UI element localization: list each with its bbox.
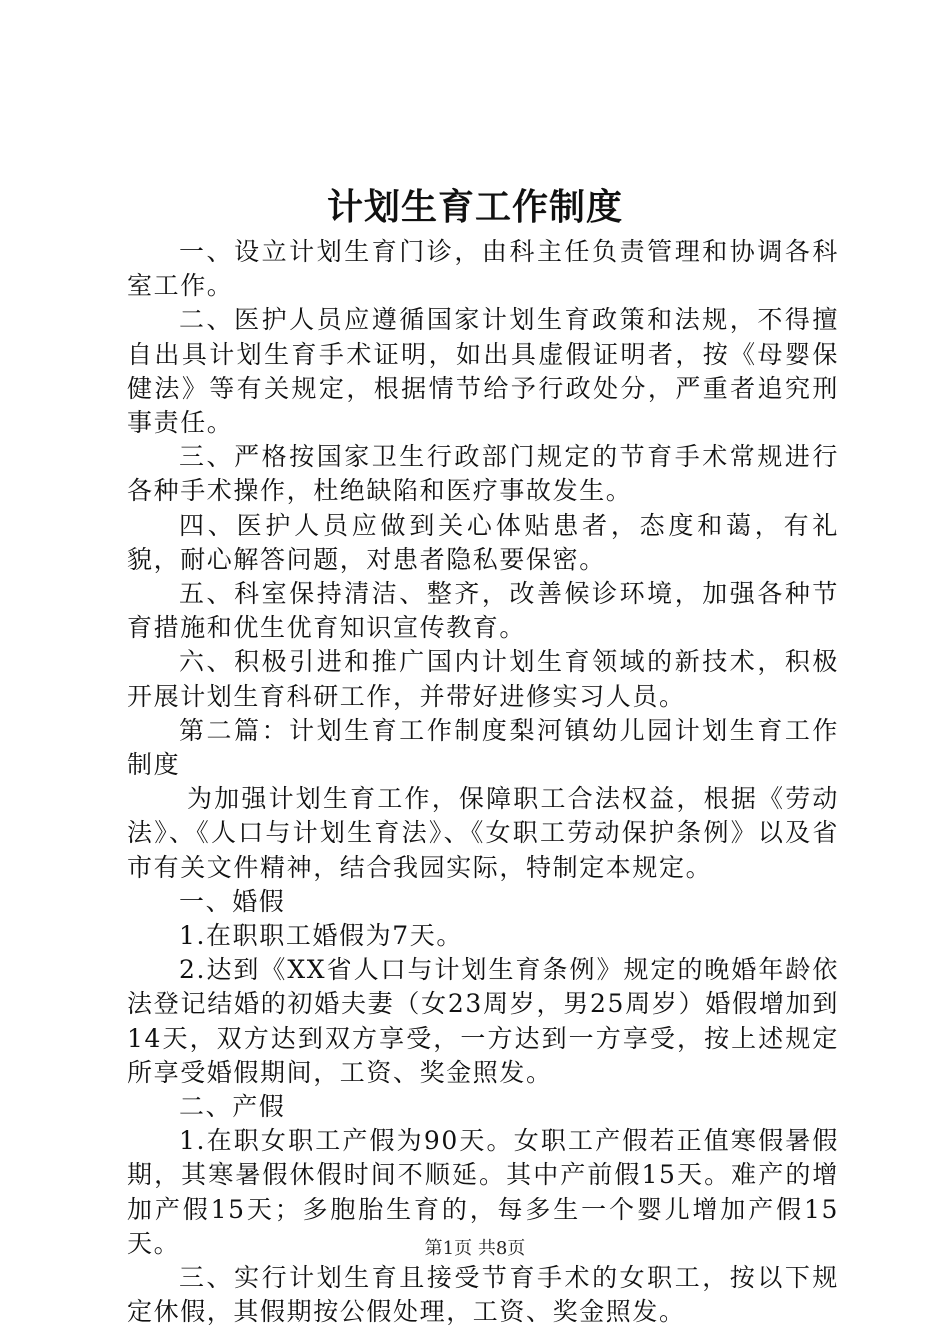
list-item: 2.达到《XX省人口与计划生育条例》规定的晚婚年龄依法登记结婚的初婚夫妻（女23周岁，男25周岁）婚假增加到14天，双方达到双方享受，一方达到一方享受，按上述规定所享受婚假期间，工资、奖金照发。 — [127, 955, 839, 1087]
paragraph: 二、医护人员应遵循国家计划生育政策和法规，不得擅自出具计划生育手术证明，如出具虚假证明者，按《母婴保健法》等有关规定，根据情节给予行政处分，严重者追究刑事责任。 — [127, 305, 839, 438]
paragraph: 五、科室保持清洁、整齐，改善候诊环境，加强各种节育措施和优生优育知识宣传教育。 — [127, 579, 839, 643]
list-item: 1.在职女职工产假为90天。女职工产假若正值寒假暑假期，其寒暑假休假时间不顺延。其中产前假15天。难产的增加产假15天；多胞胎生育的，每多生一个婴儿增加产假15天。 — [127, 1126, 839, 1258]
paragraph: 为加强计划生育工作，保障职工合法权益，根据《劳动法》、《人口与计划生育法》、《女职工劳动保护条例》以及省市有关文件精神，结合我园实际，特制定本规定。 — [127, 784, 839, 882]
paragraph: 一、设立计划生育门诊，由科主任负责管理和协调各科室工作。 — [127, 237, 839, 301]
subheading: 一、婚假 — [179, 886, 286, 916]
paragraph: 四、医护人员应做到关心体贴患者，态度和蔼，有礼貌，耐心解答问题，对患者隐私要保密。 — [127, 510, 839, 574]
document-body — [127, 235, 839, 1330]
paragraph: 三、严格按国家卫生行政部门规定的节育手术常规进行各种手术操作，杜绝缺陷和医疗事故发生。 — [127, 442, 839, 506]
paragraph: 三、实行计划生育且接受节育手术的女职工，按以下规定休假，其假期按公假处理，工资、奖金照发。 — [127, 1263, 839, 1327]
section-heading: 第二篇：计划生育工作制度梨河镇幼儿园计划生育工作制度 — [127, 715, 839, 780]
document-title: 计划生育工作制度 — [326, 186, 623, 228]
list-item: 1.在职职工婚假为7天。 — [179, 921, 463, 951]
subheading: 二、产假 — [179, 1092, 286, 1122]
paragraph: 六、积极引进和推广国内计划生育领域的新技术，积极开展计划生育科研工作，并带好进修实习人员。 — [127, 647, 839, 711]
page-footer: 第1页 共8页 — [424, 1238, 526, 1259]
